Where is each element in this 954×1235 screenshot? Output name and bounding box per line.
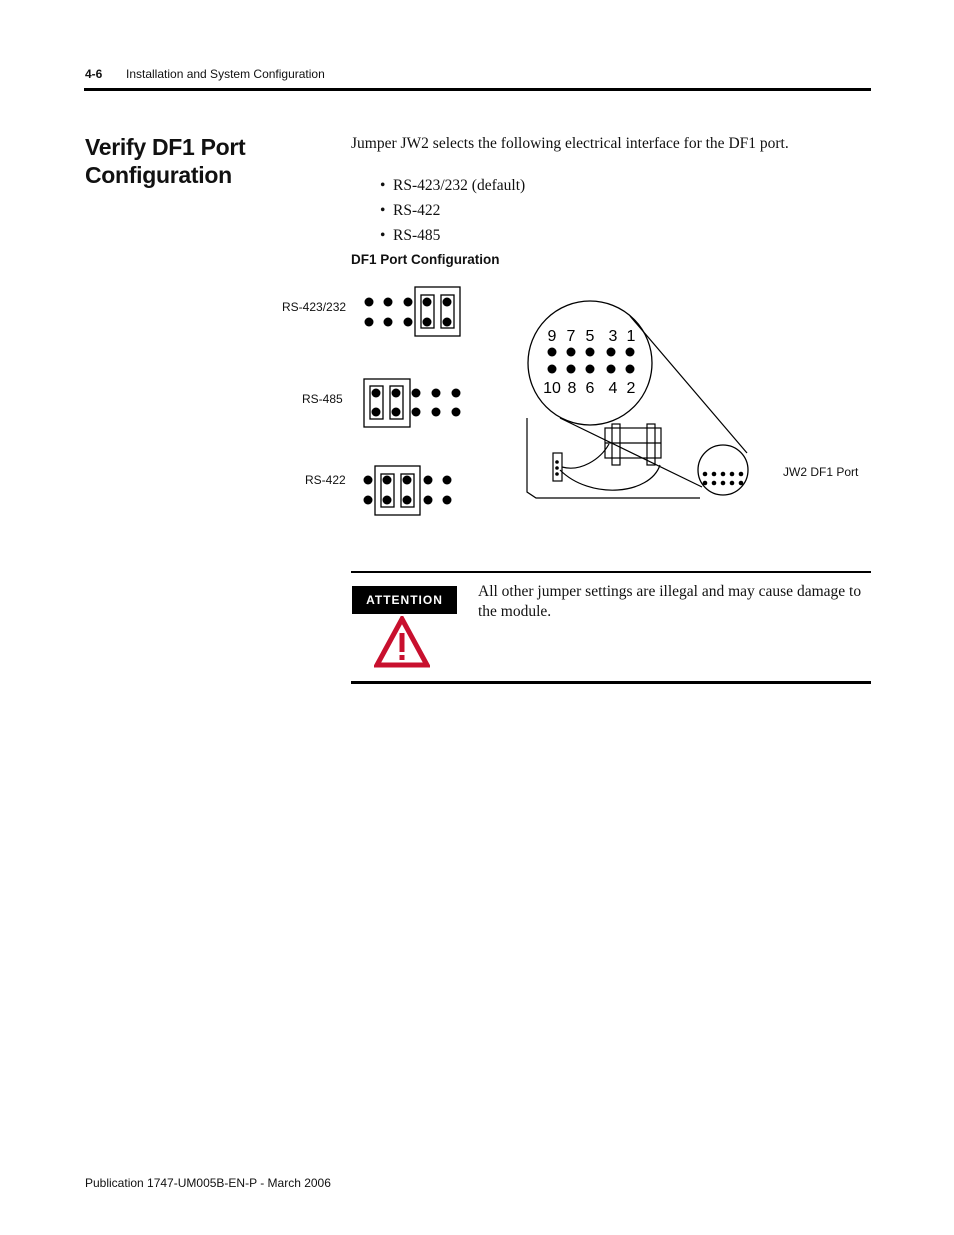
rs423-jumper-block bbox=[365, 287, 461, 336]
pin-number: 2 bbox=[626, 380, 636, 397]
pin-number: 4 bbox=[608, 380, 618, 397]
label-rs422: RS-422 bbox=[305, 473, 346, 487]
pin-number: 1 bbox=[626, 328, 636, 345]
rs485-jumper-block bbox=[364, 379, 461, 427]
label-rs423: RS-423/232 bbox=[282, 300, 347, 314]
label-jw2: JW2 DF1 Port bbox=[783, 465, 859, 479]
attention-rule-top bbox=[351, 571, 871, 573]
attention-badge: ATTENTION bbox=[352, 586, 457, 614]
section-title: Verify DF1 Port Configuration bbox=[85, 134, 246, 188]
attention-rule-bottom bbox=[351, 681, 871, 684]
list-item: • RS-423/232 (default) bbox=[380, 177, 526, 194]
figure-caption: DF1 Port Configuration bbox=[351, 252, 500, 267]
chapter-title: Installation and System Configuration bbox=[126, 67, 325, 81]
warning-triangle-icon bbox=[374, 616, 430, 673]
footer-publication: Publication 1747-UM005B-EN-P - March 2006 bbox=[85, 1176, 331, 1190]
pin-number: 8 bbox=[567, 380, 577, 397]
pin-number: 7 bbox=[566, 328, 576, 345]
label-rs485: RS-485 bbox=[302, 392, 343, 406]
pin-number: 3 bbox=[608, 328, 618, 345]
pin-number: 5 bbox=[585, 328, 595, 345]
page-number: 4-6 bbox=[85, 67, 103, 81]
attention-text: All other jumper settings are illegal and may cause damage to the module. bbox=[478, 583, 862, 620]
list-item: • RS-422 bbox=[380, 202, 441, 219]
pin-number: 9 bbox=[547, 328, 557, 345]
intro-paragraph: Jumper JW2 selects the following electrical interface for the DF1 port. bbox=[351, 135, 789, 152]
jw2-port bbox=[698, 445, 748, 495]
pin-number: 6 bbox=[585, 380, 595, 397]
list-item: • RS-485 bbox=[380, 227, 441, 244]
pin-number: 10 bbox=[543, 380, 561, 397]
rs422-jumper-block bbox=[364, 466, 452, 515]
